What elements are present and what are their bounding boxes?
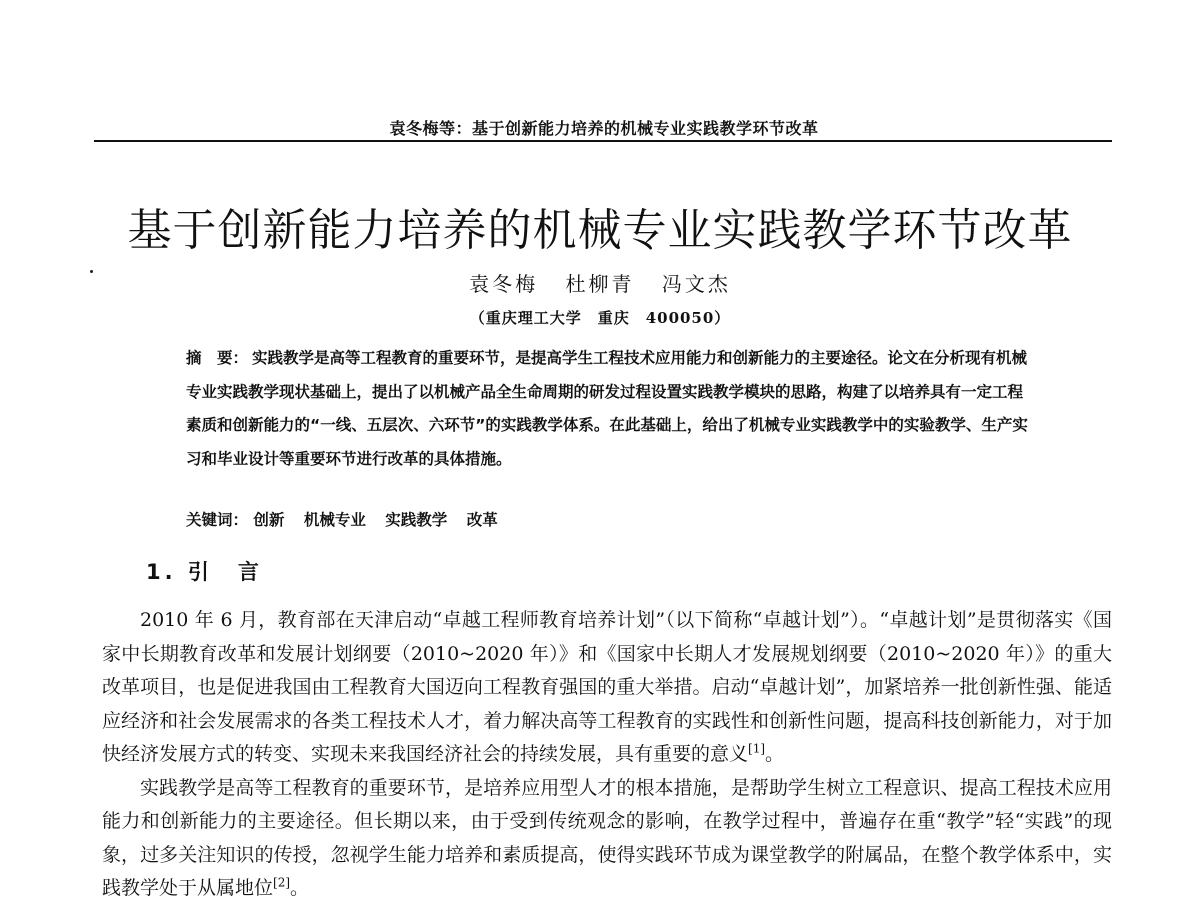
author-name: 袁冬梅: [469, 272, 539, 296]
keywords-label: 关键词：: [186, 511, 249, 529]
keyword: 实践教学: [385, 511, 448, 529]
author-name: 杜柳青: [565, 272, 635, 296]
section-heading: 1. 引 言: [146, 560, 263, 584]
keyword: 机械专业: [303, 511, 366, 529]
keyword: 创新: [253, 511, 285, 529]
paragraph-text: 实践教学是高等工程教育的重要环节，是培养应用型人才的根本措施，是帮助学生树立工程意识、提高工程技术应用能力和创新能力的主要途径。但长期以来，由于受到传统观念的影响，在教学过程中，普遍存在重“教学”轻“实践”的现象，过多关注知识的传授，忽视学生能力培养和素质提高，使得实践环节成为课堂教学的附属品，在整个教学体系中，实践教学处于从属地位: [102, 776, 1112, 899]
paragraph-tail: 。: [290, 877, 310, 899]
running-head: 袁冬梅等：基于创新能力培养的机械专业实践教学环节改革: [389, 119, 819, 138]
citation-ref[interactable]: [1]: [748, 741, 766, 756]
author-name: 冯文杰: [661, 272, 731, 296]
citation-ref[interactable]: [2]: [273, 875, 291, 890]
header-rule: [94, 140, 1112, 142]
keyword: 改革: [466, 511, 498, 529]
article-title: 基于创新能力培养的机械专业实践教学环节改革: [127, 205, 1073, 256]
body-paragraph: [102, 772, 1112, 906]
abstract-text: 实践教学是高等工程教育的重要环节，是提高学生工程技术应用能力和创新能力的主要途径。论文在分析现有机械专业实践教学现状基础上，提出了以机械产品全生命周期的研发过程设置实践教学模块的思路，构建了以培养具有一定工程素质和创新能力的“一线、五层次、六环节”的实践教学体系。在此基础上，给出了机械专业实践教学中的实验教学、生产实习和毕业设计等重要环节进行改革的具体措施。: [186, 349, 1028, 468]
affiliation: （重庆理工大学 重庆 400050）: [469, 309, 731, 327]
abstract-label: 摘 要：: [186, 349, 249, 367]
body-paragraph: [102, 604, 1112, 772]
keywords: [186, 508, 1034, 530]
abstract: [186, 342, 1034, 476]
author-list: [0, 268, 1200, 297]
paragraph-tail: 。: [765, 743, 785, 765]
paragraph-text: 2010 年 6 月，教育部在天津启动“卓越工程师教育培养计划”（以下简称“卓越计划”）。“卓越计划”是贯彻落实《国家中长期教育改革和发展计划纲要（2010~2020 年）》和《国家中长期人才发展规划纲要（2010~2020 年）》的重大改革项目，也是促进我国由工程教育大国迈向工程教育强国的重大举措。启动“卓越计划”，加紧培养一批创新性强、能适应经济和社会发展需求的各类工程技术人才，着力解决高等工程教育的实践性和创新性问题，提高科技创新能力，对于加快经济发展方式的转变、实现未来我国经济社会的持续发展，具有重要的意义: [102, 609, 1112, 765]
section-body: [102, 604, 1112, 906]
